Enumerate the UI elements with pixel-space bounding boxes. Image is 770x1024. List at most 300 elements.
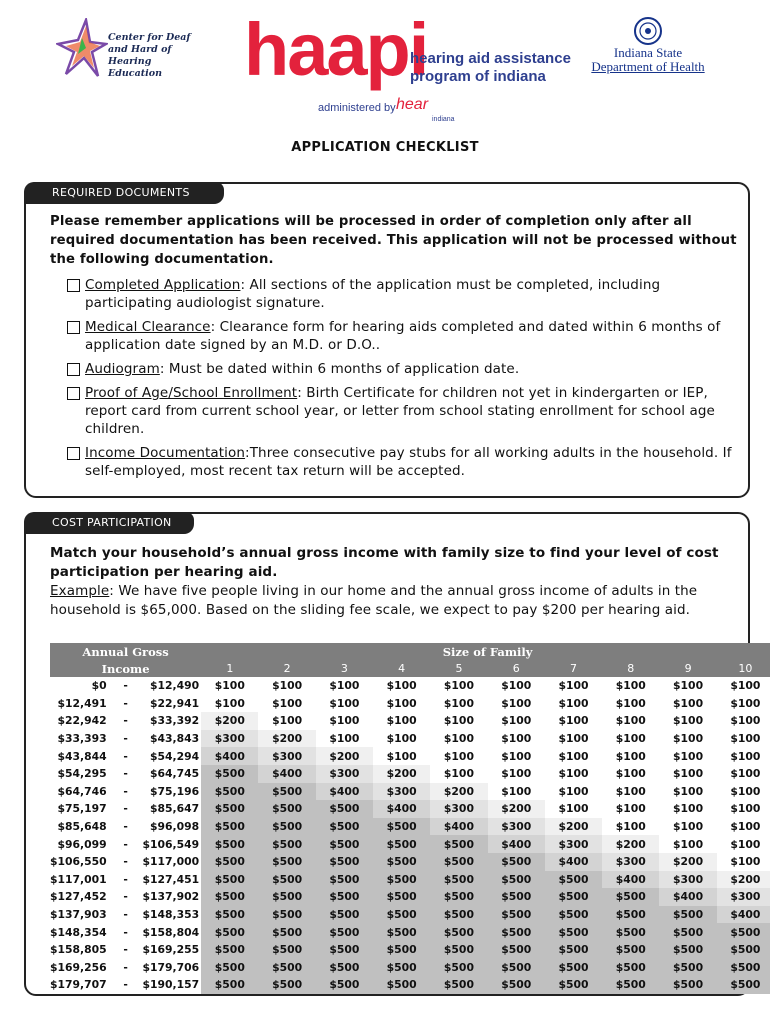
- income-high: $179,706: [142, 960, 200, 974]
- table-row: [50, 765, 770, 783]
- income-low: $75,197: [57, 802, 107, 816]
- fee-cell: $200: [488, 800, 545, 818]
- fee-cell: $100: [602, 783, 659, 801]
- fee-cell: $500: [316, 800, 373, 818]
- fee-cell: $500: [258, 871, 315, 889]
- fee-cell: $500: [258, 923, 315, 941]
- fee-cell: $500: [316, 835, 373, 853]
- fee-cell: $500: [258, 800, 315, 818]
- fee-cell: $100: [373, 677, 430, 695]
- fee-cell: $500: [717, 976, 770, 994]
- fee-cell: $400: [316, 783, 373, 801]
- fee-cell: $500: [316, 853, 373, 871]
- table-row: [50, 818, 770, 836]
- fee-cell: $500: [488, 871, 545, 889]
- income-header-top: [50, 643, 201, 660]
- fee-cell: $500: [545, 941, 602, 959]
- fee-cell: $500: [258, 976, 315, 994]
- fee-cell: $500: [659, 976, 716, 994]
- fee-cell: $100: [545, 677, 602, 695]
- income-separator: -: [123, 908, 128, 922]
- page-title: APPLICATION CHECKLIST: [291, 140, 479, 155]
- fee-cell: $500: [201, 959, 258, 977]
- fee-cell: $100: [717, 818, 770, 836]
- fee-cell: $100: [717, 783, 770, 801]
- income-header-bottom: [50, 660, 201, 677]
- checklist-item: [66, 276, 746, 312]
- fee-cell: $100: [602, 747, 659, 765]
- fee-cell: $500: [602, 959, 659, 977]
- table-row: [50, 730, 770, 748]
- table-row: [50, 800, 770, 818]
- checkbox[interactable]: [67, 447, 80, 460]
- income-high: $137,902: [142, 890, 200, 904]
- checklist-item-label: Medical Clearance: [85, 319, 211, 335]
- fee-cell: $500: [545, 871, 602, 889]
- fee-cell: $500: [258, 783, 315, 801]
- fee-cell: $500: [488, 888, 545, 906]
- income-high: $190,157: [142, 978, 200, 992]
- fee-cell: $100: [717, 730, 770, 748]
- income-high: $106,549: [142, 837, 200, 851]
- fee-cell: $100: [430, 747, 487, 765]
- fee-cell: $100: [602, 695, 659, 713]
- fee-cell: $500: [258, 906, 315, 924]
- family-header: Size of Family: [201, 643, 770, 660]
- income-header-line2: Income: [101, 661, 150, 676]
- fee-cell: $400: [545, 853, 602, 871]
- income-header-line1: Annual Gross: [82, 644, 169, 659]
- income-low: $85,648: [57, 820, 107, 834]
- fee-cell: $100: [316, 695, 373, 713]
- haapi-logo: [244, 8, 574, 128]
- table-row: [50, 835, 770, 853]
- checklist-item-text: : All sections of the application must be completed, including participating audiologist signature.: [85, 277, 661, 311]
- fee-cell: $200: [316, 747, 373, 765]
- cdhe-line2: and Hard of Hearing: [108, 44, 172, 67]
- fee-cell: $500: [258, 818, 315, 836]
- income-separator: -: [123, 767, 128, 781]
- fee-cell: $400: [430, 818, 487, 836]
- table-row: [50, 923, 770, 941]
- table-row: [50, 906, 770, 924]
- checklist-item-text: : Birth Certificate for children not yet in kindergarten or IEP, report card from current school year, or letter from school stating enrollment for school age children.: [85, 385, 715, 437]
- fee-cell: $500: [201, 976, 258, 994]
- fee-cell: $500: [430, 906, 487, 924]
- fee-cell: $500: [373, 959, 430, 977]
- fee-cell: $100: [545, 800, 602, 818]
- fee-cell: $100: [602, 730, 659, 748]
- fee-cell: $500: [201, 800, 258, 818]
- income-high: $85,647: [149, 802, 200, 816]
- cost-intro-bold: Match your household’s annual gross income with family size to find your level of cost participation per hearing aid.: [50, 545, 719, 580]
- fee-cell: $500: [373, 835, 430, 853]
- fee-cell: $500: [201, 853, 258, 871]
- fee-cell: $100: [545, 747, 602, 765]
- income-high: $12,490: [149, 679, 200, 693]
- fee-cell: $500: [201, 906, 258, 924]
- fee-cell: $500: [659, 941, 716, 959]
- fee-cell: $300: [488, 818, 545, 836]
- fee-cell: $500: [602, 906, 659, 924]
- checklist-item-text: : Must be dated within 6 months of application date.: [159, 361, 520, 377]
- fee-cell: $100: [717, 765, 770, 783]
- fee-cell: $500: [602, 888, 659, 906]
- family-size-5: 5: [430, 660, 487, 677]
- cdhe-name: [108, 32, 218, 80]
- income-high: $75,196: [149, 784, 200, 798]
- fee-cell: $100: [316, 677, 373, 695]
- fee-cell: $500: [201, 871, 258, 889]
- fee-cell: $100: [545, 712, 602, 730]
- fee-cell: $500: [717, 923, 770, 941]
- isdh-line2: Department of Health: [591, 59, 705, 74]
- fee-cell: $100: [430, 730, 487, 748]
- table-row: [50, 976, 770, 994]
- income-low: $179,707: [50, 978, 107, 992]
- income-low: $158,805: [50, 943, 107, 957]
- income-separator: -: [123, 943, 128, 957]
- fee-cell: $100: [373, 712, 430, 730]
- fee-cell: $100: [659, 677, 716, 695]
- fee-cell: $500: [316, 941, 373, 959]
- star-logo-icon: [56, 18, 108, 80]
- income-separator: -: [123, 978, 128, 992]
- fee-cell: $500: [373, 871, 430, 889]
- family-size-7: 7: [545, 660, 602, 677]
- fee-cell: $500: [373, 853, 430, 871]
- checklist-item: [66, 318, 746, 354]
- income-high: $148,353: [142, 908, 200, 922]
- fee-cell: $300: [258, 747, 315, 765]
- cdhe-line3: Education: [108, 68, 162, 79]
- fee-cell: $500: [488, 906, 545, 924]
- fee-cell: $500: [373, 906, 430, 924]
- fee-cell: $100: [430, 765, 487, 783]
- income-separator: -: [123, 714, 128, 728]
- fee-cell: $500: [717, 941, 770, 959]
- cost-intro: [50, 544, 740, 620]
- fee-cell: $500: [316, 959, 373, 977]
- fee-cell: $100: [659, 730, 716, 748]
- income-high: $33,392: [149, 714, 200, 728]
- fee-cell: $400: [258, 765, 315, 783]
- fee-cell: $500: [316, 976, 373, 994]
- income-separator: -: [123, 820, 128, 834]
- income-separator: -: [123, 890, 128, 904]
- fee-cell: $200: [717, 871, 770, 889]
- fee-cell: $100: [430, 712, 487, 730]
- fee-cell: $100: [258, 695, 315, 713]
- fee-cell: $500: [258, 941, 315, 959]
- checklist-item: [66, 360, 746, 378]
- fee-cell: $400: [717, 906, 770, 924]
- checklist-item-text: : Clearance form for hearing aids completed and dated within 6 months of application date signed by an M.D. or D.O..: [85, 319, 721, 353]
- fee-cell: $100: [659, 712, 716, 730]
- fee-cell: $100: [602, 818, 659, 836]
- fee-cell: $100: [258, 677, 315, 695]
- fee-cell: $100: [717, 677, 770, 695]
- fee-cell: $100: [488, 783, 545, 801]
- fee-cell: $500: [430, 941, 487, 959]
- family-size-8: 8: [602, 660, 659, 677]
- checklist-item-label: Proof of Age/School Enrollment: [85, 385, 298, 401]
- income-low: $54,295: [57, 767, 107, 781]
- income-separator: -: [123, 679, 128, 693]
- fee-cell: $100: [545, 695, 602, 713]
- fee-cell: $100: [659, 835, 716, 853]
- income-low: $106,550: [50, 855, 107, 869]
- example-label: Example: [50, 583, 110, 599]
- fee-cell: $100: [659, 818, 716, 836]
- income-low: $12,491: [57, 696, 107, 710]
- fee-cell: $500: [258, 959, 315, 977]
- haapi-tagline: [410, 50, 580, 86]
- cost-participation-section: [24, 512, 761, 996]
- fee-cell: $100: [488, 695, 545, 713]
- fee-cell: $100: [717, 835, 770, 853]
- family-size-2: 2: [258, 660, 315, 677]
- fee-cell: $500: [430, 976, 487, 994]
- fee-cell: $500: [602, 941, 659, 959]
- fee-cell: $500: [545, 906, 602, 924]
- fee-cell: $100: [488, 765, 545, 783]
- income-separator: -: [123, 837, 128, 851]
- income-high: $64,745: [149, 767, 200, 781]
- checkbox[interactable]: [67, 363, 80, 376]
- fee-cell: $100: [545, 783, 602, 801]
- fee-cell: $100: [373, 747, 430, 765]
- fee-cell: $100: [602, 712, 659, 730]
- fee-cell: $500: [602, 976, 659, 994]
- table-row: [50, 712, 770, 730]
- income-low: $127,452: [50, 890, 107, 904]
- checkbox[interactable]: [67, 387, 80, 400]
- table-row: [50, 853, 770, 871]
- fee-cell: $100: [316, 712, 373, 730]
- fee-scale-table-wrap: [50, 643, 770, 994]
- income-low: $0: [91, 679, 107, 693]
- fee-cell: $100: [430, 677, 487, 695]
- fee-cell: $200: [602, 835, 659, 853]
- fee-cell: $500: [316, 906, 373, 924]
- fee-cell: $500: [488, 976, 545, 994]
- family-size-3: 3: [316, 660, 373, 677]
- income-high: $96,098: [149, 820, 200, 834]
- fee-cell: $100: [373, 730, 430, 748]
- fee-cell: $500: [201, 923, 258, 941]
- fee-cell: $500: [258, 835, 315, 853]
- fee-cell: $500: [373, 941, 430, 959]
- fee-cell: $300: [545, 835, 602, 853]
- checkbox[interactable]: [67, 321, 80, 334]
- fee-scale-table: [50, 643, 770, 994]
- fee-cell: $500: [659, 923, 716, 941]
- table-row: [50, 747, 770, 765]
- fee-cell: $100: [545, 730, 602, 748]
- table-row: [50, 959, 770, 977]
- income-separator: -: [123, 802, 128, 816]
- isdh-line1: Indiana State: [613, 45, 683, 60]
- fee-cell: $500: [373, 923, 430, 941]
- isdh-logo: [588, 16, 708, 76]
- fee-cell: $400: [659, 888, 716, 906]
- fee-cell: $100: [717, 800, 770, 818]
- fee-cell: $100: [258, 712, 315, 730]
- fee-cell: $400: [373, 800, 430, 818]
- fee-cell: $500: [488, 923, 545, 941]
- income-high: $169,255: [142, 943, 200, 957]
- fee-cell: $200: [201, 712, 258, 730]
- fee-cell: $500: [717, 959, 770, 977]
- fee-cell: $500: [201, 888, 258, 906]
- fee-cell: $500: [545, 888, 602, 906]
- income-high: $22,941: [149, 696, 200, 710]
- checklist-item-label: Audiogram: [85, 361, 160, 377]
- fee-cell: $500: [201, 818, 258, 836]
- haapi-tagline1: hearing aid assistance: [410, 50, 571, 67]
- fee-cell: $100: [488, 747, 545, 765]
- fee-cell: $500: [545, 976, 602, 994]
- fee-cell: $500: [430, 871, 487, 889]
- fee-cell: $100: [659, 765, 716, 783]
- required-intro: Please remember applications will be processed in order of completion only after all required documentation has been received. This application will not be processed without the following documentation.: [50, 214, 737, 267]
- checkbox[interactable]: [67, 279, 80, 292]
- income-separator: -: [123, 749, 128, 763]
- fee-cell: $500: [373, 818, 430, 836]
- fee-cell: $500: [430, 853, 487, 871]
- income-separator: -: [123, 960, 128, 974]
- family-size-9: 9: [659, 660, 716, 677]
- family-size-1: 1: [201, 660, 258, 677]
- cost-participation-tab: COST PARTICIPATION: [24, 512, 194, 534]
- fee-cell: $500: [373, 976, 430, 994]
- fee-cell: $500: [659, 959, 716, 977]
- fee-cell: $300: [373, 783, 430, 801]
- fee-cell: $100: [659, 695, 716, 713]
- income-low: $117,001: [50, 872, 107, 886]
- table-row: [50, 695, 770, 713]
- table-row: [50, 941, 770, 959]
- fee-cell: $500: [545, 959, 602, 977]
- fee-cell: $500: [488, 941, 545, 959]
- income-low: $148,354: [50, 925, 107, 939]
- fee-cell: $500: [488, 959, 545, 977]
- income-low: $96,099: [57, 837, 107, 851]
- cdhe-logo: [56, 18, 216, 82]
- fee-cell: $500: [602, 923, 659, 941]
- fee-cell: $500: [430, 959, 487, 977]
- fee-cell: $500: [201, 835, 258, 853]
- fee-cell: $200: [430, 783, 487, 801]
- fee-cell: $500: [373, 888, 430, 906]
- fee-cell: $500: [659, 906, 716, 924]
- income-separator: -: [123, 925, 128, 939]
- fee-cell: $100: [201, 695, 258, 713]
- income-high: $117,000: [142, 855, 200, 869]
- fee-cell: $500: [201, 783, 258, 801]
- fee-cell: $500: [430, 923, 487, 941]
- hear-logo: hear: [396, 96, 429, 113]
- checklist-item-label: Completed Application: [85, 277, 241, 293]
- fee-cell: $500: [488, 853, 545, 871]
- table-row: [50, 783, 770, 801]
- fee-cell: $500: [258, 853, 315, 871]
- fee-cell: $200: [258, 730, 315, 748]
- fee-cell: $500: [201, 765, 258, 783]
- income-high: $43,843: [149, 732, 200, 746]
- fee-cell: $100: [373, 695, 430, 713]
- fee-cell: $500: [430, 888, 487, 906]
- fee-cell: $400: [201, 747, 258, 765]
- fee-cell: $100: [602, 765, 659, 783]
- haapi-wordmark: haapi: [244, 8, 428, 91]
- fee-cell: $300: [659, 871, 716, 889]
- fee-cell: $300: [201, 730, 258, 748]
- table-row: [50, 871, 770, 889]
- family-size-6: 6: [488, 660, 545, 677]
- fee-cell: $100: [602, 800, 659, 818]
- income-separator: -: [123, 784, 128, 798]
- income-low: $43,844: [57, 749, 107, 763]
- fee-cell: $200: [545, 818, 602, 836]
- fee-cell: $100: [316, 730, 373, 748]
- required-documents-section: [24, 182, 750, 498]
- fee-cell: $300: [717, 888, 770, 906]
- example-text: : We have five people living in our home and the annual gross income of adults in the household is $65,000. Based on the sliding fee scale, we expect to pay $200 per hearing aid.: [50, 583, 698, 618]
- cdhe-line1: Center for Deaf: [108, 32, 191, 43]
- fee-cell: $100: [659, 783, 716, 801]
- checklist-item-text: :Three consecutive pay stubs for all working adults in the household. If self-employed, most recent tax return will be accepted.: [85, 445, 732, 479]
- fee-cell: $400: [488, 835, 545, 853]
- state-seal-icon: [633, 16, 663, 46]
- income-separator: -: [123, 732, 128, 746]
- hear-indiana: indiana: [432, 116, 455, 123]
- income-separator: -: [123, 696, 128, 710]
- fee-cell: $100: [717, 695, 770, 713]
- fee-cell: $100: [488, 677, 545, 695]
- income-high: $158,804: [142, 925, 200, 939]
- income-high: $54,294: [149, 749, 200, 763]
- fee-cell: $100: [430, 695, 487, 713]
- fee-cell: $500: [545, 923, 602, 941]
- family-size-4: 4: [373, 660, 430, 677]
- fee-cell: $100: [488, 730, 545, 748]
- fee-cell: $500: [316, 888, 373, 906]
- fee-cell: $100: [717, 712, 770, 730]
- fee-cell: $200: [373, 765, 430, 783]
- income-separator: -: [123, 872, 128, 886]
- fee-cell: $400: [602, 871, 659, 889]
- fee-cell: $100: [488, 712, 545, 730]
- checklist: [66, 276, 746, 486]
- fee-cell: $200: [659, 853, 716, 871]
- haapi-tagline2: program of indiana: [410, 68, 546, 85]
- table-row: [50, 888, 770, 906]
- fee-cell: $500: [201, 941, 258, 959]
- checklist-item-label: Income Documentation: [85, 445, 246, 461]
- income-low: $22,942: [57, 714, 107, 728]
- fee-cell: $500: [316, 871, 373, 889]
- fee-cell: $500: [316, 923, 373, 941]
- income-low: $64,746: [57, 784, 107, 798]
- income-low: $33,393: [57, 732, 107, 746]
- administered-by: administered by: [318, 102, 396, 114]
- income-low: $137,903: [50, 908, 107, 922]
- fee-cell: $100: [602, 677, 659, 695]
- income-separator: -: [123, 855, 128, 869]
- table-row: [50, 677, 770, 695]
